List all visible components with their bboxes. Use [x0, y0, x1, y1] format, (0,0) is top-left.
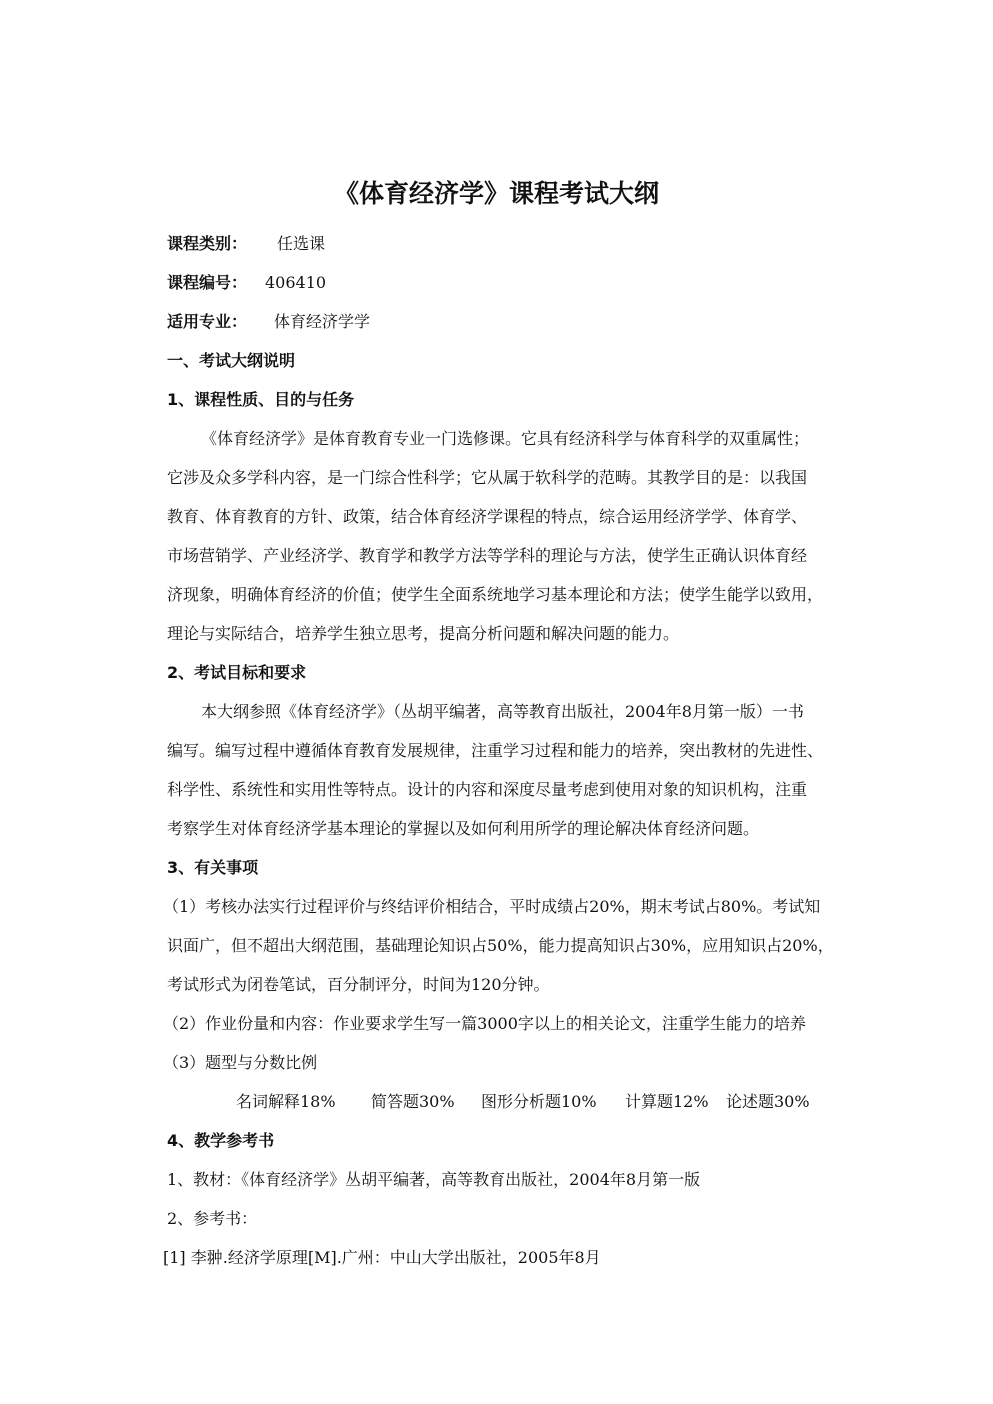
reference-line: 2、参考书：: [167, 1209, 258, 1228]
paragraph-line: （1）考核办法实行过程评价与终结评价相结合，平时成绩占20%，期末考试占80%。考试知: [163, 897, 821, 916]
paragraph-line: 编写。编写过程中遵循体育教育发展规律，注重学习过程和能力的培养，突出教材的先进性、: [167, 741, 824, 760]
paragraph-line: 本大纲参照《体育经济学》（丛胡平编著，高等教育出版社，2004年8月第一版）一书: [201, 702, 804, 721]
paragraph-line: 识面广，但不超出大纲范围，基础理论知识占50%，能力提高知识占30%，应用知识占20%，: [167, 936, 834, 955]
section-heading: 一、考试大纲说明: [167, 351, 296, 370]
subsection-heading: 1、课程性质、目的与任务: [167, 390, 355, 409]
paragraph-line: 济现象，明确体育经济的价值；使学生全面系统地学习基本理论和方法；使学生能学以致用，: [167, 585, 824, 604]
subsection-heading: 2、考试目标和要求: [167, 663, 307, 682]
course-code-label: 课程编号：: [167, 273, 248, 292]
paragraph-line: 考察学生对体育经济学基本理论的掌握以及如何利用所学的理论解决体育经济问题。: [167, 819, 760, 838]
paragraph-line: 市场营销学、产业经济学、教育学和教学方法等学科的理论与方法，使学生正确认识体育经: [167, 546, 808, 565]
major-value: 体育经济学学: [274, 312, 371, 331]
question-type-item: 名词解释18%: [236, 1092, 336, 1111]
course-category-value: 任选课: [277, 234, 326, 253]
course-category-label: 课程类别：: [167, 234, 248, 253]
paragraph-line: 它涉及众多学科内容，是一门综合性科学；它从属于软科学的范畴。其教学目的是：以我国: [167, 468, 808, 487]
paragraph-line: （2）作业份量和内容：作业要求学生写一篇3000字以上的相关论文，注重学生能力的培养: [163, 1014, 806, 1033]
subsection-heading: 4、教学参考书: [167, 1131, 275, 1150]
course-code-value: 406410: [265, 273, 327, 292]
subsection-heading: 3、有关事项: [167, 858, 259, 877]
paragraph-line: 理论与实际结合，培养学生独立思考，提高分析问题和解决问题的能力。: [167, 624, 680, 643]
paragraph-line: （3）题型与分数比例: [163, 1053, 318, 1072]
question-type-item: 图形分析题10%: [481, 1092, 597, 1111]
paragraph-line: 《体育经济学》是体育教育专业一门选修课。它具有经济科学与体育科学的双重属性；: [201, 429, 810, 448]
paragraph-line: 教育、体育教育的方针、政策，结合体育经济学课程的特点，综合运用经济学学、体育学、: [167, 507, 808, 526]
major-label: 适用专业：: [167, 312, 248, 331]
reference-line: [1] 李翀.经济学原理[M].广州：中山大学出版社，2005年8月: [163, 1248, 601, 1267]
reference-line: 1、教材：《体育经济学》丛胡平编著，高等教育出版社，2004年8月第一版: [167, 1170, 701, 1189]
paragraph-line: 科学性、系统性和实用性等特点。设计的内容和深度尽量考虑到使用对象的知识机构，注重: [167, 780, 808, 799]
paragraph-line: 考试形式为闭卷笔试，百分制评分，时间为120分钟。: [167, 975, 550, 994]
document-title: 《体育经济学》课程考试大纲: [333, 179, 659, 208]
question-type-item: 简答题30%: [371, 1092, 455, 1111]
question-type-item: 论述题30%: [726, 1092, 810, 1111]
question-type-item: 计算题12%: [625, 1092, 709, 1111]
